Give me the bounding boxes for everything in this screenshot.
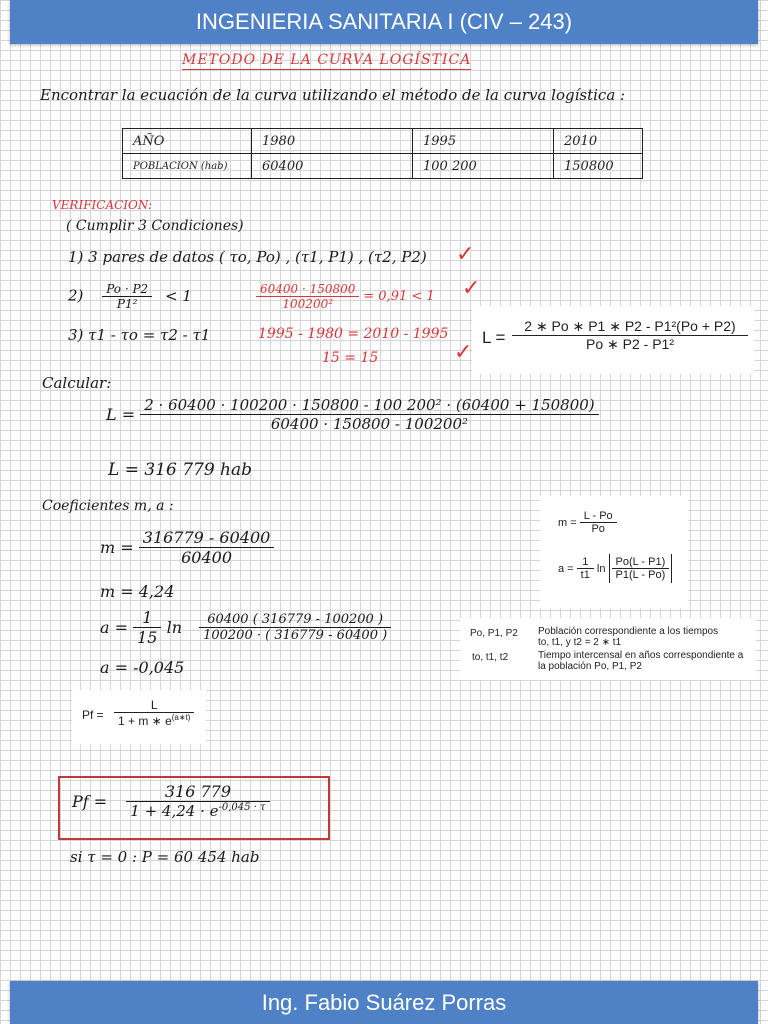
data-table: [122, 128, 643, 179]
L-result: L = 316 779 hab: [108, 460, 253, 480]
header-banner: [10, 0, 758, 44]
m-formula: m = $\frac{L - Po}{Po}$: [558, 510, 617, 535]
condition-2-fraction: $\frac{Po \cdot P2}{\text{P1²}}$: [102, 282, 152, 311]
footer-author: Ing. Fabio Suárez Porras: [261, 990, 507, 1015]
table-cell: 100 200: [413, 154, 554, 179]
m-result: m = 4,24: [100, 582, 175, 601]
a-calculation: a = $\frac{1}{15}$ ln $\frac{60400 ( 316779 - 100200 )}{100200 \cdot ( 316779 - 60400 )}$: [100, 608, 391, 647]
table-cell: AÑO: [123, 129, 252, 154]
table-cell: 1980: [252, 129, 413, 154]
table-cell: 150800: [554, 154, 643, 179]
table-row: [123, 129, 643, 154]
m-calculation: m = $\frac{316779 - 60400}{60400}$: [100, 528, 274, 567]
section-title: METODO DE LA CURVA LOGÍSTICA: [182, 52, 472, 68]
a-result: a = -0,045: [100, 658, 185, 677]
check-icon: ✓: [456, 242, 475, 267]
condition-3-calc: 1995 - 1980 = 2010 - 1995: [258, 326, 449, 342]
table-cell: 2010: [554, 129, 643, 154]
instruction-text: Encontrar la ecuación de la curva utilizando el método de la curva logística :: [40, 86, 626, 104]
table-cell: POBLACION (hab): [123, 154, 252, 179]
m-a-formula-box: [540, 496, 688, 608]
population-equation: Pf = $\frac{316 779}{1 + 4,24 \cdot e^{-0,045 \cdot \tau}}$: [72, 782, 270, 820]
check-icon: ✓: [462, 276, 481, 301]
L-formula-box: L = $\frac{\text{2 ∗ Po ∗ P1 ∗ P2 - P1²(Po + P2)}}{\text{Po ∗ P2 - P1²}}$: [472, 306, 754, 374]
header-title: INGENIERIA SANITARIA I (CIV – 243): [195, 9, 573, 34]
a-formula: a = $\frac{1}{t1}$ ln $\frac{Po(L - P1)}{P1(L - Po)}$: [558, 554, 672, 583]
verification-subtitle: ( Cumplir 3 Condiciones): [66, 218, 244, 234]
final-result: si τ = 0 : P = 60 454 hab: [70, 848, 260, 866]
coefficients-title: Coeficientes m, a :: [42, 498, 174, 514]
condition-3-result: 15 = 15: [322, 350, 379, 366]
variables-legend: Po, P1, P2 Población correspondiente a los tiempos to, t1, y t2 = 2 ∗ t1 to, t1, t2 Tiempo intercensal en años correspondiente a la población Po, P1, P2: [460, 618, 756, 680]
verification-title: VERIFICACION:: [52, 198, 152, 212]
L-calculation: L = $\frac{\text{2 · 60400 · 100200 · 150800 - 100 200² · (60400 + 150800)}}{\text{60400 · 150800 - 100200²}}$: [106, 396, 599, 433]
table-row: [123, 154, 643, 179]
footer-banner: [10, 981, 758, 1024]
P-formula-box: Pf = $\frac{L}{1 + m ∗ e^{(a∗t)}}$: [72, 690, 206, 744]
calc-title: Calcular:: [42, 374, 112, 392]
check-icon: ✓: [454, 340, 473, 365]
table-cell: 60400: [252, 154, 413, 179]
condition-2: 2) $\frac{Po \cdot P2}{\text{P1²}}$ < 1: [68, 282, 192, 311]
condition-2-calc: $\frac{60400 \cdot 150800}{\text{100200²}}$ = 0,91 < 1: [256, 282, 435, 311]
condition-1: 1) 3 pares de datos ( τo, Po) , (τ1, P1) , (τ2, P2): [68, 248, 427, 266]
table-cell: 1995: [413, 129, 554, 154]
condition-3: 3) τ1 - τo = τ2 - τ1: [68, 326, 211, 344]
